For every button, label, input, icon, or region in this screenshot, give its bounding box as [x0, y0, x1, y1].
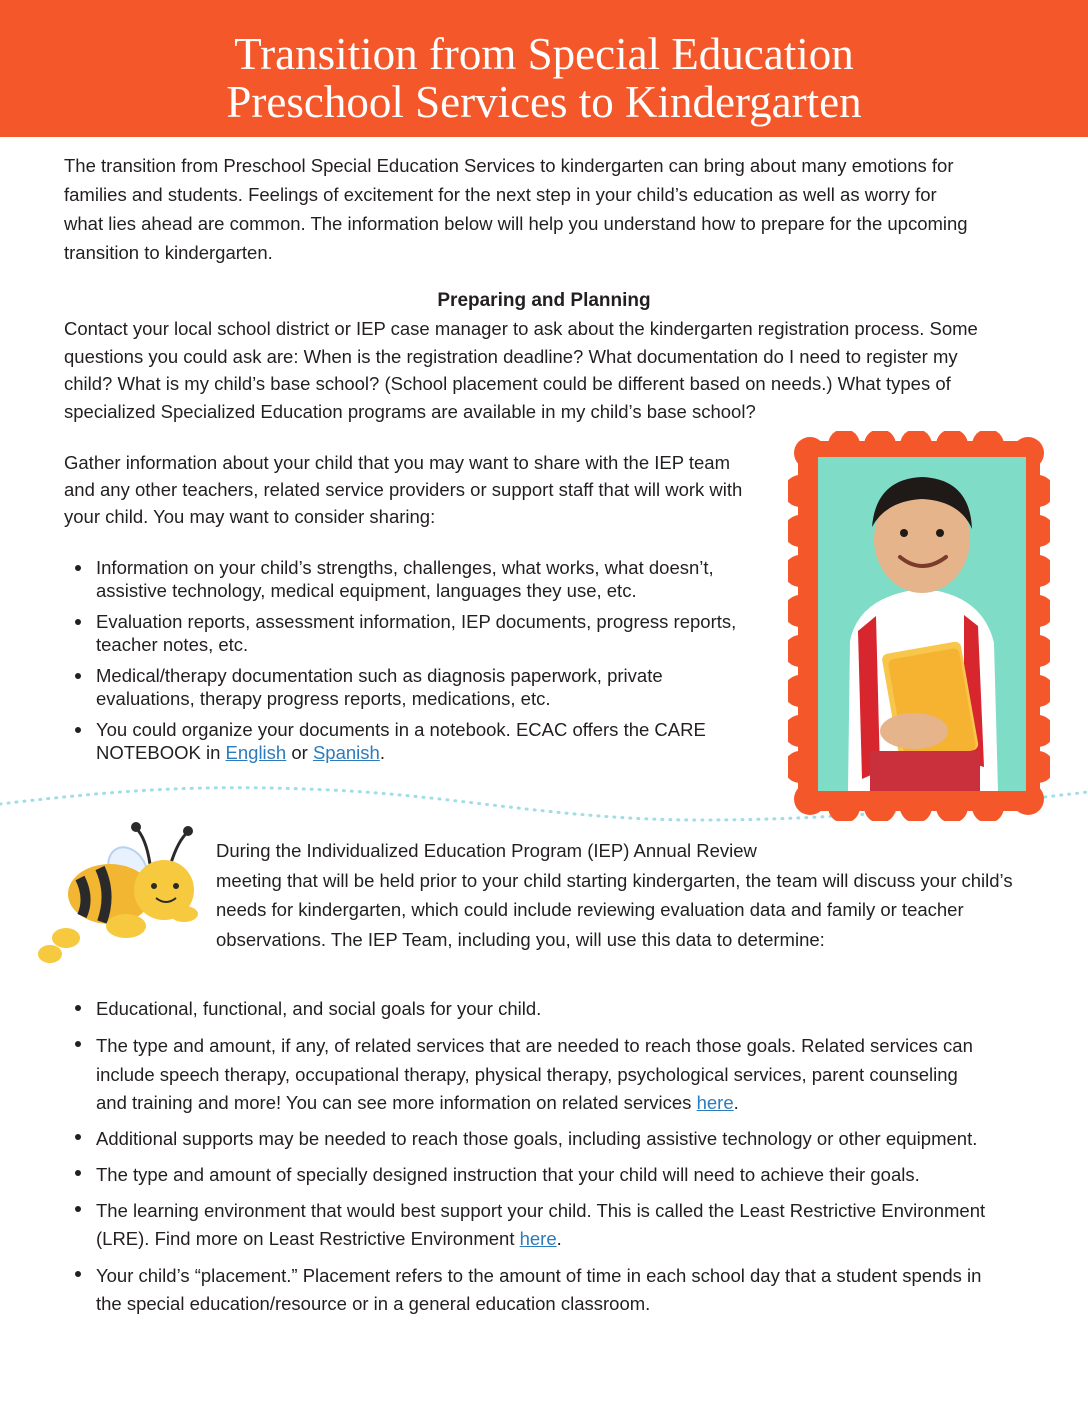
sharing-list [64, 556, 736, 764]
list-item [64, 996, 985, 1022]
english-link[interactable]: English [225, 742, 287, 763]
intro-paragraph [64, 151, 968, 267]
contact-line: questions you could ask are: When is the registration deadline? What documentation do I need to register my [64, 345, 958, 367]
list-item [64, 664, 736, 710]
list-item [64, 1125, 985, 1153]
title-line-2: Preschool Services to Kindergarten [226, 77, 862, 127]
lre-text: (LRE). Find more on Least Restrictive Environment [96, 1228, 520, 1249]
contact-line: child? What is my child’s base school? (School placement could be different based on needs.) What types of [64, 373, 951, 394]
intro-line: what lies ahead are common. The information below will help you understand how to prepare for the upcoming [64, 213, 968, 234]
list-item-line: The learning environment that would best support your child. This is called the Least Restrictive Environment [96, 1199, 986, 1221]
annual-review-paragraph [216, 836, 1013, 954]
section-heading-preparing-planning: Preparing and Planning [437, 290, 651, 311]
intro-line: The transition from Preschool Special Education Services to kindergarten can bring about many emotions for [64, 155, 954, 176]
list-item-line: evaluations, therapy progress reports, medications, etc. [96, 688, 551, 709]
page-title [0, 30, 1088, 126]
list-item-line: Information on your child’s strengths, challenges, what works, what doesn’t, [96, 557, 714, 578]
annual-review-line: meeting that will be held prior to your child starting kindergarten, the team will discuss your child’s [216, 869, 1013, 891]
list-item-line: teacher notes, etc. [96, 634, 249, 655]
list-item-line: Additional supports may be needed to reach those goals, including assistive technology or other equipment. [96, 1127, 978, 1149]
bee-illustration [30, 818, 202, 980]
list-item [64, 1197, 985, 1254]
annual-review-line: observations. The IEP Team, including you, will use this data to determine: [216, 928, 825, 950]
gather-paragraph [64, 449, 742, 530]
spanish-link[interactable]: Spanish [312, 742, 380, 763]
intro-line: transition to kindergarten. [64, 242, 273, 263]
related-services-here-link[interactable]: here [696, 1092, 734, 1113]
list-item-line: The type and amount, if any, of related services that are needed to reach those goals. Related services can [96, 1035, 973, 1056]
list-item-line: include speech therapy, occupational therapy, physical therapy, psychological services, parent counseling [96, 1063, 958, 1085]
annual-review-line: needs for kindergarten, which could include reviewing evaluation data and family or teacher [216, 899, 964, 920]
list-item-line: You could organize your documents in a notebook. ECAC offers the CARE [96, 719, 706, 740]
list-item-line: Your child’s “placement.” Placement refers to the amount of time in each school day that a student spends in [96, 1264, 982, 1286]
list-item-line: the special education/resource or in a general education classroom. [96, 1293, 651, 1314]
list-item-notebook [64, 718, 736, 764]
lre-here-link[interactable]: here [519, 1228, 557, 1249]
list-item-line: Medical/therapy documentation such as diagnosis paperwork, private [96, 665, 663, 686]
notebook-text: NOTEBOOK in [96, 742, 226, 763]
list-item [64, 1262, 985, 1319]
list-item-line: Educational, functional, and social goals for your child. [96, 998, 542, 1019]
child-photo-frame [788, 431, 1050, 821]
intro-line: families and students. Feelings of excitement for the next step in your child’s education as well as worry for [64, 184, 937, 205]
period-text: . [733, 1092, 739, 1113]
gather-line: and any other teachers, related service providers or support staff that will work with [64, 479, 743, 500]
list-item-line: assistive technology, medical equipment, languages they use, etc. [96, 580, 637, 601]
list-item [64, 1032, 985, 1118]
list-item [64, 1161, 985, 1189]
title-line-1: Transition from Special Education [234, 29, 854, 79]
related-services-text: and training and more! You can see more information on related services [96, 1092, 697, 1113]
list-item-line [96, 1225, 985, 1254]
determine-list [64, 996, 985, 1319]
list-item [64, 610, 736, 656]
list-item [64, 556, 736, 602]
period-text: . [379, 742, 385, 763]
list-item-line [96, 741, 736, 764]
gather-line: Gather information about your child that you may want to share with the IEP team [64, 452, 731, 473]
contact-line: Contact your local school district or IEP case manager to ask about the kindergarten registration process. Some [64, 318, 978, 339]
annual-review-line: During the Individualized Education Program (IEP) Annual Review [216, 840, 757, 861]
period-text: . [556, 1228, 562, 1249]
or-text: or [286, 742, 313, 763]
list-item-line: The type and amount of specially designed instruction that your child will need to achieve their goals. [96, 1163, 920, 1185]
list-item-line [96, 1089, 985, 1118]
gather-line: your child. You may want to consider sharing: [64, 506, 436, 527]
contact-paragraph [64, 315, 978, 425]
contact-line: specialized Specialized Education programs are available in my child’s base school? [64, 400, 756, 422]
list-item-line: Evaluation reports, assessment information, IEP documents, progress reports, [96, 611, 737, 632]
